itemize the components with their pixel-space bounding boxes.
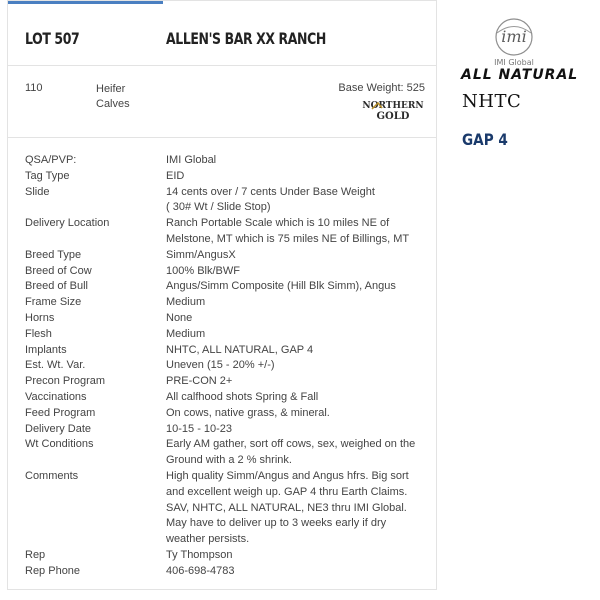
detail-value [166,185,421,217]
detail-value-line: weather persists. [166,533,250,546]
detail-value: On cows, native grass, & mineral. [166,406,330,419]
detail-label: Delivery Date [25,422,92,435]
detail-row [8,437,436,469]
detail-row [8,548,436,564]
detail-row [8,169,436,185]
detail-value: Medium [166,296,206,309]
detail-row [8,248,436,264]
detail-value-line: 14 cents over / 7 cents Under Base Weight [166,185,375,198]
detail-value-line: Ground with a 2 % shrink. [166,454,292,467]
svg-text:NORTHERN: NORTHERN [362,101,424,111]
detail-label: Breed of Cow [25,264,92,277]
detail-row [8,564,436,580]
detail-label: Est. Wt. Var. [25,359,86,372]
gap4-label: GAP 4 [462,130,508,149]
base-weight: Base Weight: 525 [338,82,425,94]
detail-value-line: May have to deliver up to 3 weeks early if dry [166,517,387,530]
detail-label: Frame Size [25,296,82,309]
ranch-name: ALLEN'S BAR XX RANCH [166,29,326,48]
detail-value-line: Melstone, MT which is 75 miles NE of Billings, MT [166,232,410,245]
detail-value: 10-15 - 10-23 [166,422,233,435]
detail-label: Horns [25,311,55,324]
detail-label: Rep [25,548,46,561]
animal-type: Heifer Calves [96,83,130,110]
detail-value: IMI Global [166,154,217,166]
detail-value: PRE-CON 2+ [166,375,233,388]
lot-summary [8,65,436,138]
imi-global-logo [477,16,551,68]
detail-row [8,469,436,548]
detail-value: Uneven (15 - 20% +/-) [166,359,275,372]
svg-text:IMI Global: IMI Global [494,58,534,67]
detail-row [8,374,436,390]
detail-value [166,216,421,248]
detail-value: All calfhood shots Spring & Fall [166,390,319,403]
detail-row [8,327,436,343]
detail-value-line: ( 30# Wt / Slide Stop) [166,201,271,214]
detail-value: NHTC, ALL NATURAL, GAP 4 [166,343,314,356]
svg-text:GOLD: GOLD [376,111,410,121]
detail-value: 406-698-4783 [166,564,235,577]
detail-label: Tag Type [25,169,70,182]
svg-text:imi: imi [501,27,527,46]
detail-label: Rep Phone [25,564,81,577]
detail-label: Breed of Bull [25,280,88,293]
detail-value: None [166,311,193,324]
detail-value [166,437,421,469]
detail-value: Angus/Simm Composite (Hill Blk Simm), Angus [166,280,396,293]
detail-row [8,153,436,169]
detail-label: Flesh [25,327,52,340]
detail-label: QSA/PVP: [25,154,77,166]
detail-value: EID [166,169,185,182]
detail-value-line: High quality Simm/Angus and Angus hfrs. Big sort [166,469,409,482]
lot-details [8,153,436,580]
northern-gold-logo [362,99,424,121]
head-count: 110 [25,82,43,94]
detail-value: Medium [166,327,206,340]
detail-label: Vaccinations [25,390,87,403]
lot-header [8,1,436,66]
detail-row [8,216,436,248]
detail-row [8,295,436,311]
detail-value-line: Early AM gather, sort off cows, sex, weighed on the [166,438,416,451]
detail-row [8,343,436,359]
detail-label: Slide [25,185,50,198]
nhtc-label: NHTC [462,91,522,112]
detail-value-line: Ranch Portable Scale which is 10 miles NE of [166,217,390,230]
lot-number: LOT 507 [25,29,80,48]
detail-label: Delivery Location [25,217,110,230]
detail-value [166,469,421,548]
detail-label: Feed Program [25,406,96,419]
detail-value-line: SAV, NHTC, ALL NATURAL, NE3 thru IMI Global. [166,501,407,514]
detail-row [8,185,436,217]
detail-label: Comments [25,469,79,482]
detail-row [8,390,436,406]
detail-label: Implants [25,343,67,356]
detail-value: Ty Thompson [166,548,233,561]
detail-row [8,358,436,374]
detail-row [8,264,436,280]
detail-row [8,422,436,438]
lot-card [7,0,437,590]
detail-label: Breed Type [25,248,82,261]
detail-row [8,311,436,327]
detail-row [8,406,436,422]
detail-row [8,279,436,295]
detail-value: 100% Blk/BWF [166,264,240,277]
detail-label: Wt Conditions [25,438,94,451]
detail-label: Precon Program [25,375,106,388]
detail-value: Simm/AngusX [166,248,236,261]
detail-value-line: and excellent weigh up. GAP 4 thru Earth Claims. [166,485,408,498]
all-natural-label: ALL NATURAL [461,67,579,83]
